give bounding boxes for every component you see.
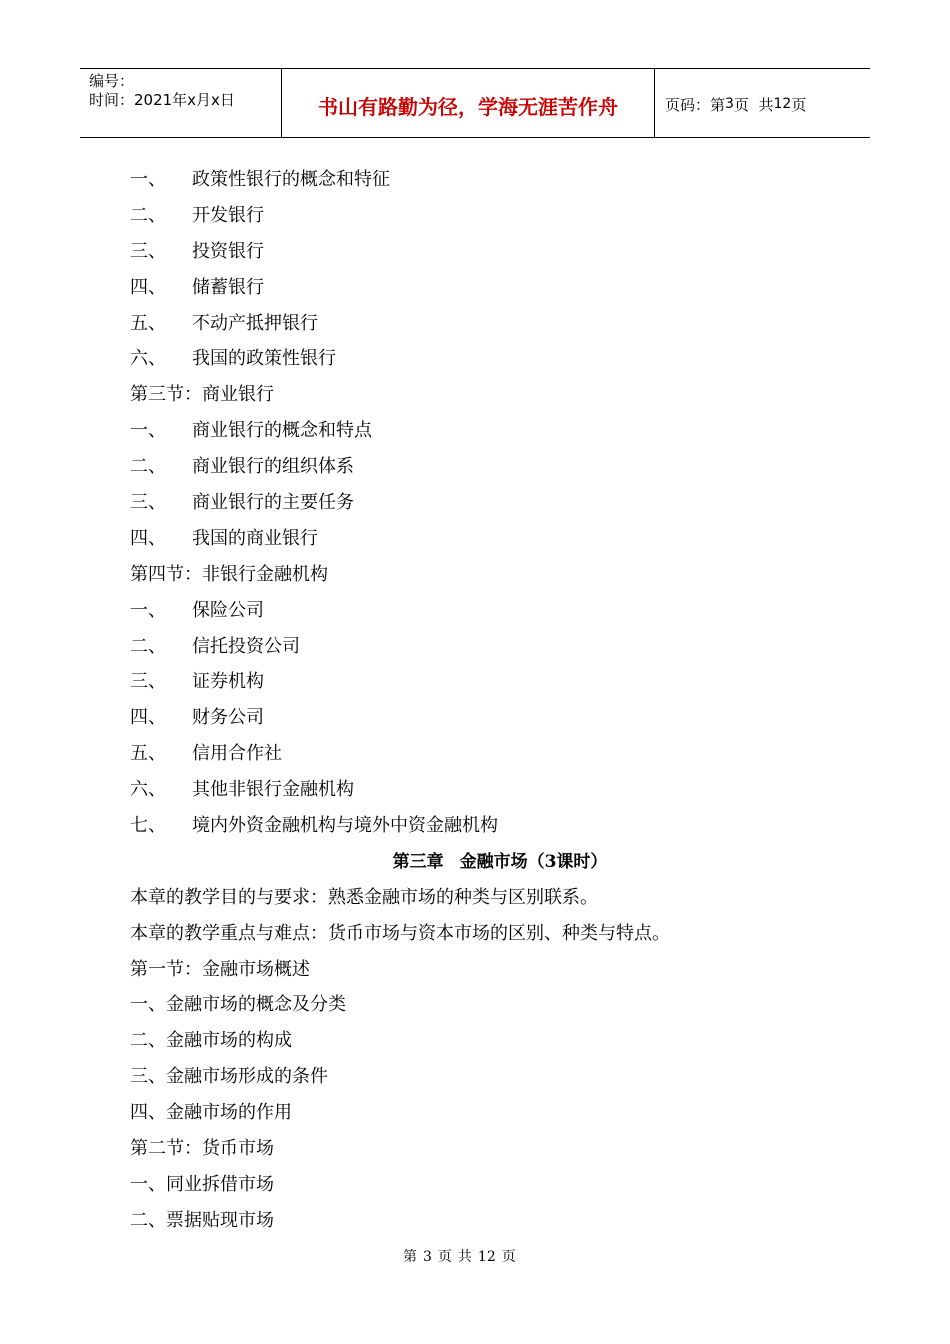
list-item bbox=[130, 203, 830, 239]
motto-text: 书山有路勤为径，学海无涯苦作舟 bbox=[318, 94, 618, 119]
page-footer bbox=[0, 1246, 950, 1266]
item-text: 我国的商业银行 bbox=[192, 527, 318, 549]
item-number: 二、 bbox=[130, 456, 166, 478]
item-text: 商业银行的组织体系 bbox=[192, 456, 354, 478]
page-total: 12 bbox=[773, 96, 792, 112]
list-item: 一、金融市场的概念及分类 bbox=[130, 994, 346, 1016]
chapter-title: 金融市场（3课时） bbox=[459, 851, 608, 872]
item-text: 政策性银行的概念和特征 bbox=[192, 169, 390, 190]
page-header bbox=[80, 68, 870, 138]
list-item bbox=[130, 167, 830, 203]
footer-gong: 共 bbox=[457, 1249, 472, 1265]
list-item bbox=[130, 777, 830, 813]
item-number: 七、 bbox=[130, 815, 166, 837]
page-mid: 页 共 bbox=[733, 95, 774, 114]
section-heading: 第一节：金融市场概述 bbox=[130, 958, 310, 980]
item-number: 一、 bbox=[130, 169, 166, 190]
list-item bbox=[130, 311, 830, 347]
footer-di: 第 bbox=[403, 1249, 417, 1265]
item-number: 三、 bbox=[130, 671, 166, 693]
item-text: 证券机构 bbox=[192, 671, 264, 693]
item-text: 信托投资公司 bbox=[192, 635, 300, 657]
list-item bbox=[130, 598, 830, 634]
item-number: 二、 bbox=[130, 204, 166, 226]
section-heading: 第二节：货币市场 bbox=[130, 1138, 274, 1160]
chapter-heading bbox=[130, 849, 830, 885]
item-text: 投资银行 bbox=[192, 240, 264, 262]
item-number: 四、 bbox=[130, 527, 166, 549]
item-number: 一、 bbox=[130, 420, 166, 442]
header-left-cell bbox=[80, 69, 282, 137]
item-text: 保险公司 bbox=[192, 599, 264, 621]
item-text: 信用合作社 bbox=[192, 743, 282, 765]
list-item bbox=[130, 239, 830, 275]
page-current: 3 bbox=[725, 96, 734, 112]
number-label: 编号： bbox=[89, 72, 135, 90]
document-body bbox=[130, 167, 830, 1244]
list-item bbox=[130, 705, 830, 741]
key-points-text: 本章的教学重点与难点：货币市场与资本市场的区别、种类与特点。 bbox=[130, 922, 670, 944]
list-item bbox=[130, 813, 830, 849]
list-item: 三、金融市场形成的条件 bbox=[130, 1066, 328, 1088]
list-item bbox=[130, 669, 830, 705]
item-number: 三、 bbox=[130, 240, 166, 262]
list-item bbox=[130, 741, 830, 777]
list-item bbox=[130, 526, 830, 562]
item-number: 五、 bbox=[130, 312, 166, 334]
item-number: 一、 bbox=[130, 599, 166, 621]
list-item bbox=[130, 275, 830, 311]
list-item bbox=[130, 454, 830, 490]
list-item bbox=[130, 634, 830, 670]
section-heading: 第三节：商业银行 bbox=[130, 384, 274, 406]
section-heading: 第四节：非银行金融机构 bbox=[130, 563, 328, 585]
item-number: 四、 bbox=[130, 276, 166, 298]
objectives-text: 本章的教学目的与要求：熟悉金融市场的种类与区别联系。 bbox=[130, 886, 598, 908]
list-item bbox=[130, 346, 830, 382]
item-number: 六、 bbox=[130, 779, 166, 801]
time-label: 时间：2021年x月x日 bbox=[89, 91, 235, 109]
item-number: 二、 bbox=[130, 635, 166, 657]
item-text: 境内外资金融机构与境外中资金融机构 bbox=[192, 815, 498, 837]
list-item bbox=[130, 490, 830, 526]
item-number: 四、 bbox=[130, 707, 166, 729]
item-number: 六、 bbox=[130, 348, 166, 370]
item-text: 我国的政策性银行 bbox=[192, 348, 336, 370]
page-suffix: 页 bbox=[791, 95, 807, 114]
page-prefix: 页码：第 bbox=[665, 95, 726, 114]
footer-ye: 页 bbox=[437, 1249, 452, 1265]
list-item: 一、同业拆借市场 bbox=[130, 1173, 274, 1195]
item-text: 财务公司 bbox=[192, 707, 264, 729]
list-item: 二、票据贴现市场 bbox=[130, 1209, 274, 1231]
header-page-cell bbox=[655, 69, 870, 137]
item-number: 三、 bbox=[130, 492, 166, 514]
list-item bbox=[130, 418, 830, 454]
item-text: 储蓄银行 bbox=[192, 276, 264, 298]
footer-current-page: 3 bbox=[423, 1249, 432, 1265]
item-text: 其他非银行金融机构 bbox=[192, 779, 354, 801]
item-text: 不动产抵押银行 bbox=[192, 312, 318, 334]
item-text: 商业银行的概念和特点 bbox=[192, 420, 372, 442]
item-number: 五、 bbox=[130, 743, 166, 765]
list-item: 二、金融市场的构成 bbox=[130, 1030, 292, 1052]
chapter-label: 第三章 bbox=[392, 851, 444, 872]
item-text: 商业银行的主要任务 bbox=[192, 492, 354, 514]
item-text: 开发银行 bbox=[192, 204, 264, 226]
footer-ye-end: 页 bbox=[501, 1249, 516, 1265]
list-item: 四、金融市场的作用 bbox=[130, 1102, 292, 1124]
footer-total-pages: 12 bbox=[477, 1249, 496, 1265]
header-motto-cell bbox=[282, 69, 655, 137]
